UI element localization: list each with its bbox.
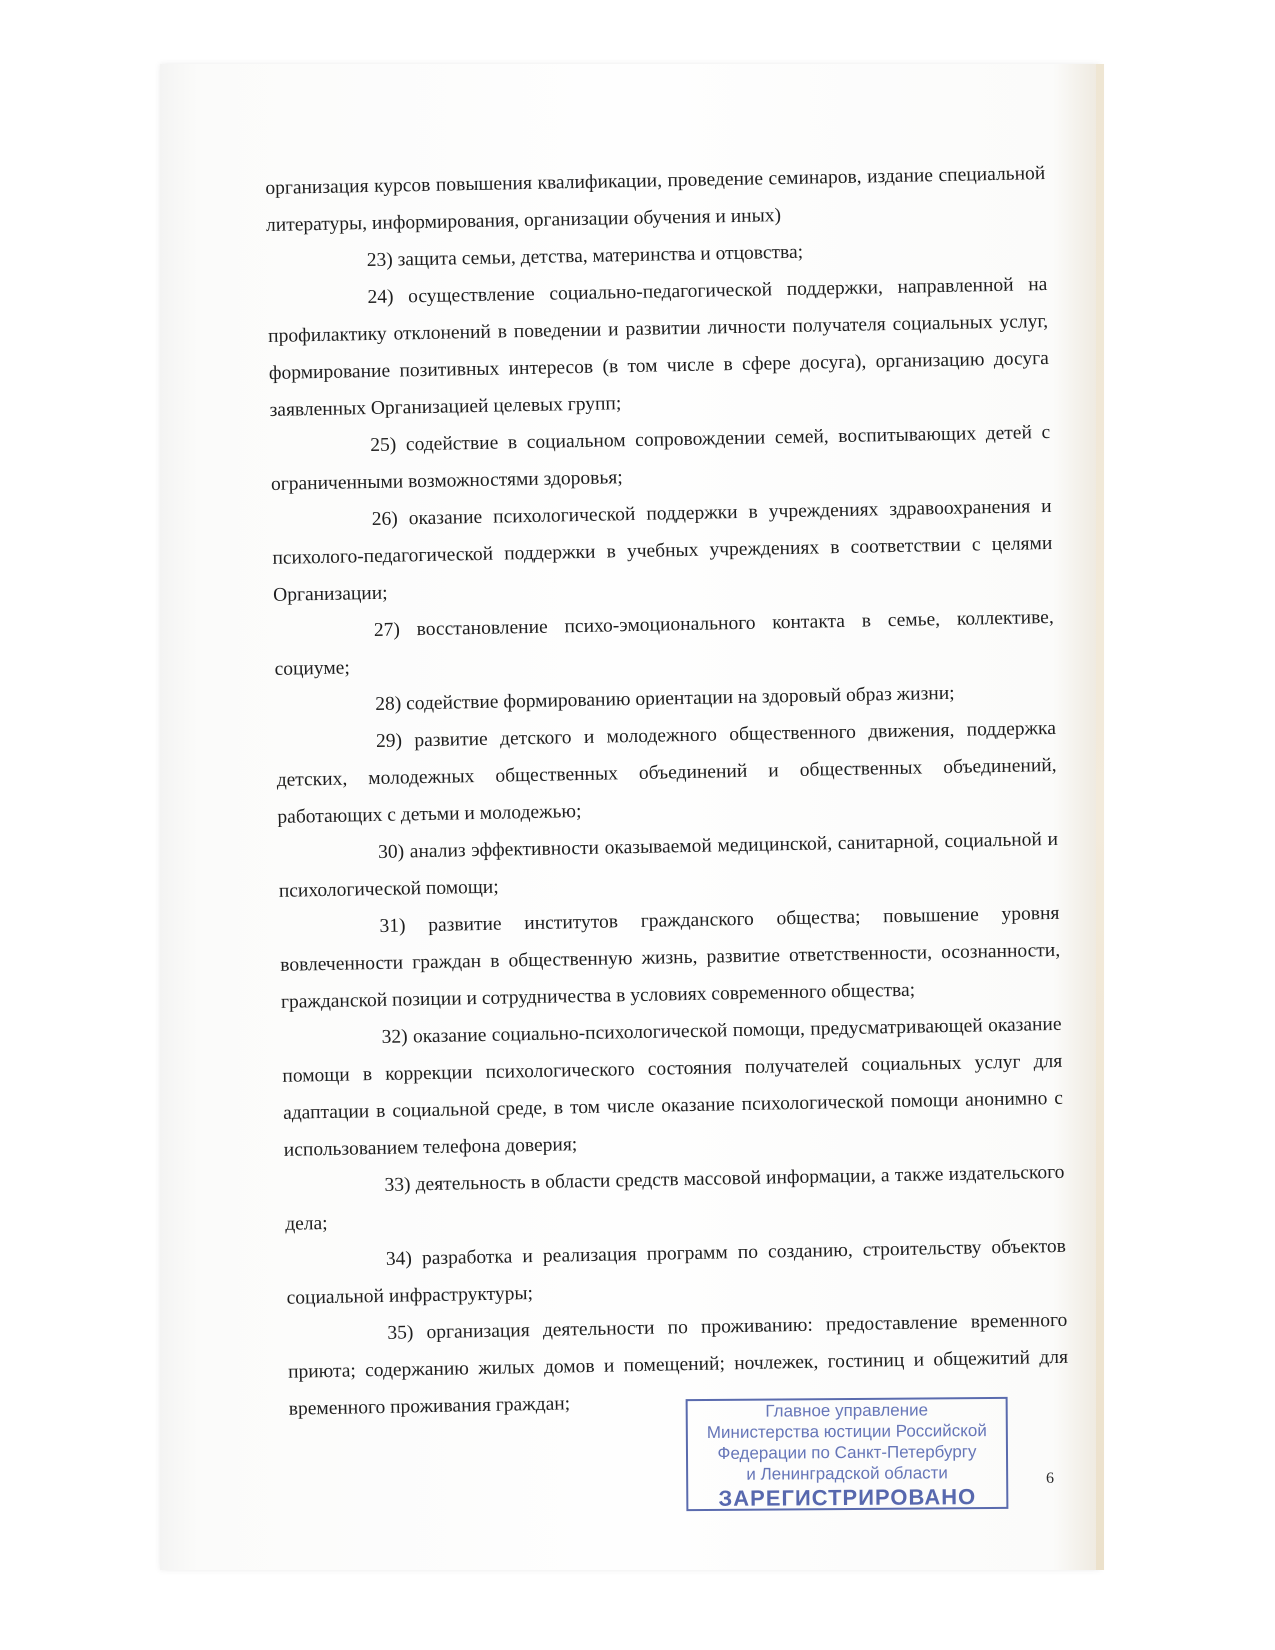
- stamp-line-2: Министерства юстиции Российской: [706, 1421, 987, 1442]
- list-item-number: 26): [371, 508, 398, 531]
- page-edge: [1096, 64, 1104, 1570]
- stamp-line-1: Главное управление: [765, 1400, 929, 1421]
- list-item-text: развитие детского и молодежного общественного движения, поддержка детских, молодежных общественных объединений и общественных объединений, работающих с детьми и молодежью;: [276, 717, 1057, 828]
- list-item-text: разработка и реализация программ по созданию, строительству объектов социальной инфраструктуры;: [286, 1235, 1067, 1309]
- list-item: [279, 895, 1061, 1021]
- stamp-line-3: Федерации по Санкт-Петербургу: [717, 1442, 977, 1463]
- list-item-number: 34): [385, 1248, 413, 1270]
- list-item-number: 23): [366, 249, 393, 272]
- stamp-status: ЗАРЕГИСТРИРОВАНО: [718, 1484, 977, 1511]
- list-item-number: 32): [381, 1026, 408, 1048]
- list-item-number: 30): [377, 841, 405, 863]
- list-item-text: деятельность в области средств массовой информации, а также издательского дела;: [285, 1161, 1065, 1235]
- list-item-number: 24): [367, 286, 394, 309]
- list-item-number: 29): [375, 730, 403, 752]
- paragraph-text: организация курсов повышения квалификации, проведение семинаров, издание специальной литературы, информирования, организации обучения и иных): [265, 163, 1046, 236]
- document-body: [265, 155, 1069, 1428]
- list-item-number: 33): [384, 1174, 411, 1196]
- list-item: [281, 1006, 1064, 1169]
- list-item-text: оказание социально-психологической помощи, предусматривающей оказание помощи в коррекции психологического состояния получателей социальных услуг для адаптации в социальной среде, в том числе оказание психологической помощи анонимно с использованием телефона доверия;: [282, 1013, 1064, 1161]
- list-item: [276, 710, 1058, 836]
- list-item-text: осуществление социально-педагогической поддержки, направленной на профилактику отклонений в поведении и развитии личности получателя социальных услуг, формирование позитивных интересов (в том числе в сфере досуга), организацию досуга заявленных Организацией целевых групп;: [267, 274, 1049, 421]
- list-item-number: 25): [370, 434, 397, 457]
- list-item-text: анализ эффективности оказываемой медицинской, санитарной, социальной и психологической помощи;: [278, 828, 1059, 902]
- list-item-text: организация деятельности по проживанию: предоставление временного приюта; содержанию жилых домов и помещений; ночлежек, гостиниц и общежитий для временного проживания граждан;: [287, 1309, 1069, 1420]
- list-item-text: содействие в социальном сопровождении семей, воспитывающих детей с ограниченными возможностями здоровья;: [270, 421, 1051, 495]
- list-item-text: развитие институтов гражданского общества; повышение уровня вовлеченности граждан в общественную жизнь, развитие ответственности, осознанности, гражданской позиции и сотрудничества в условиях современного общества;: [280, 902, 1061, 1013]
- list-item-number: 31): [379, 915, 406, 937]
- list-item-number: 28): [375, 693, 402, 715]
- list-item-number: 35): [387, 1322, 414, 1344]
- list-item-text: содействие формированию ориентации на здоровый образ жизни;: [405, 682, 955, 715]
- list-item-text: оказание психологической поддержки в учреждениях здравоохранения и психолого-педагогической поддержки в учебных учреждениях в соответствии с целями Организации;: [272, 495, 1053, 606]
- list-item: [267, 266, 1050, 429]
- list-item: [271, 488, 1053, 614]
- list-item-number: 27): [373, 619, 401, 641]
- registration-stamp: [686, 1397, 1009, 1511]
- page-number: 6: [1046, 1470, 1054, 1487]
- list-item-text: восстановление психо-эмоционального контакта в семье, коллективе, социуме;: [274, 606, 1054, 680]
- list-item-text: защита семьи, детства, материнства и отцовства;: [397, 241, 804, 271]
- stamp-line-4: и Ленинградской области: [746, 1463, 948, 1484]
